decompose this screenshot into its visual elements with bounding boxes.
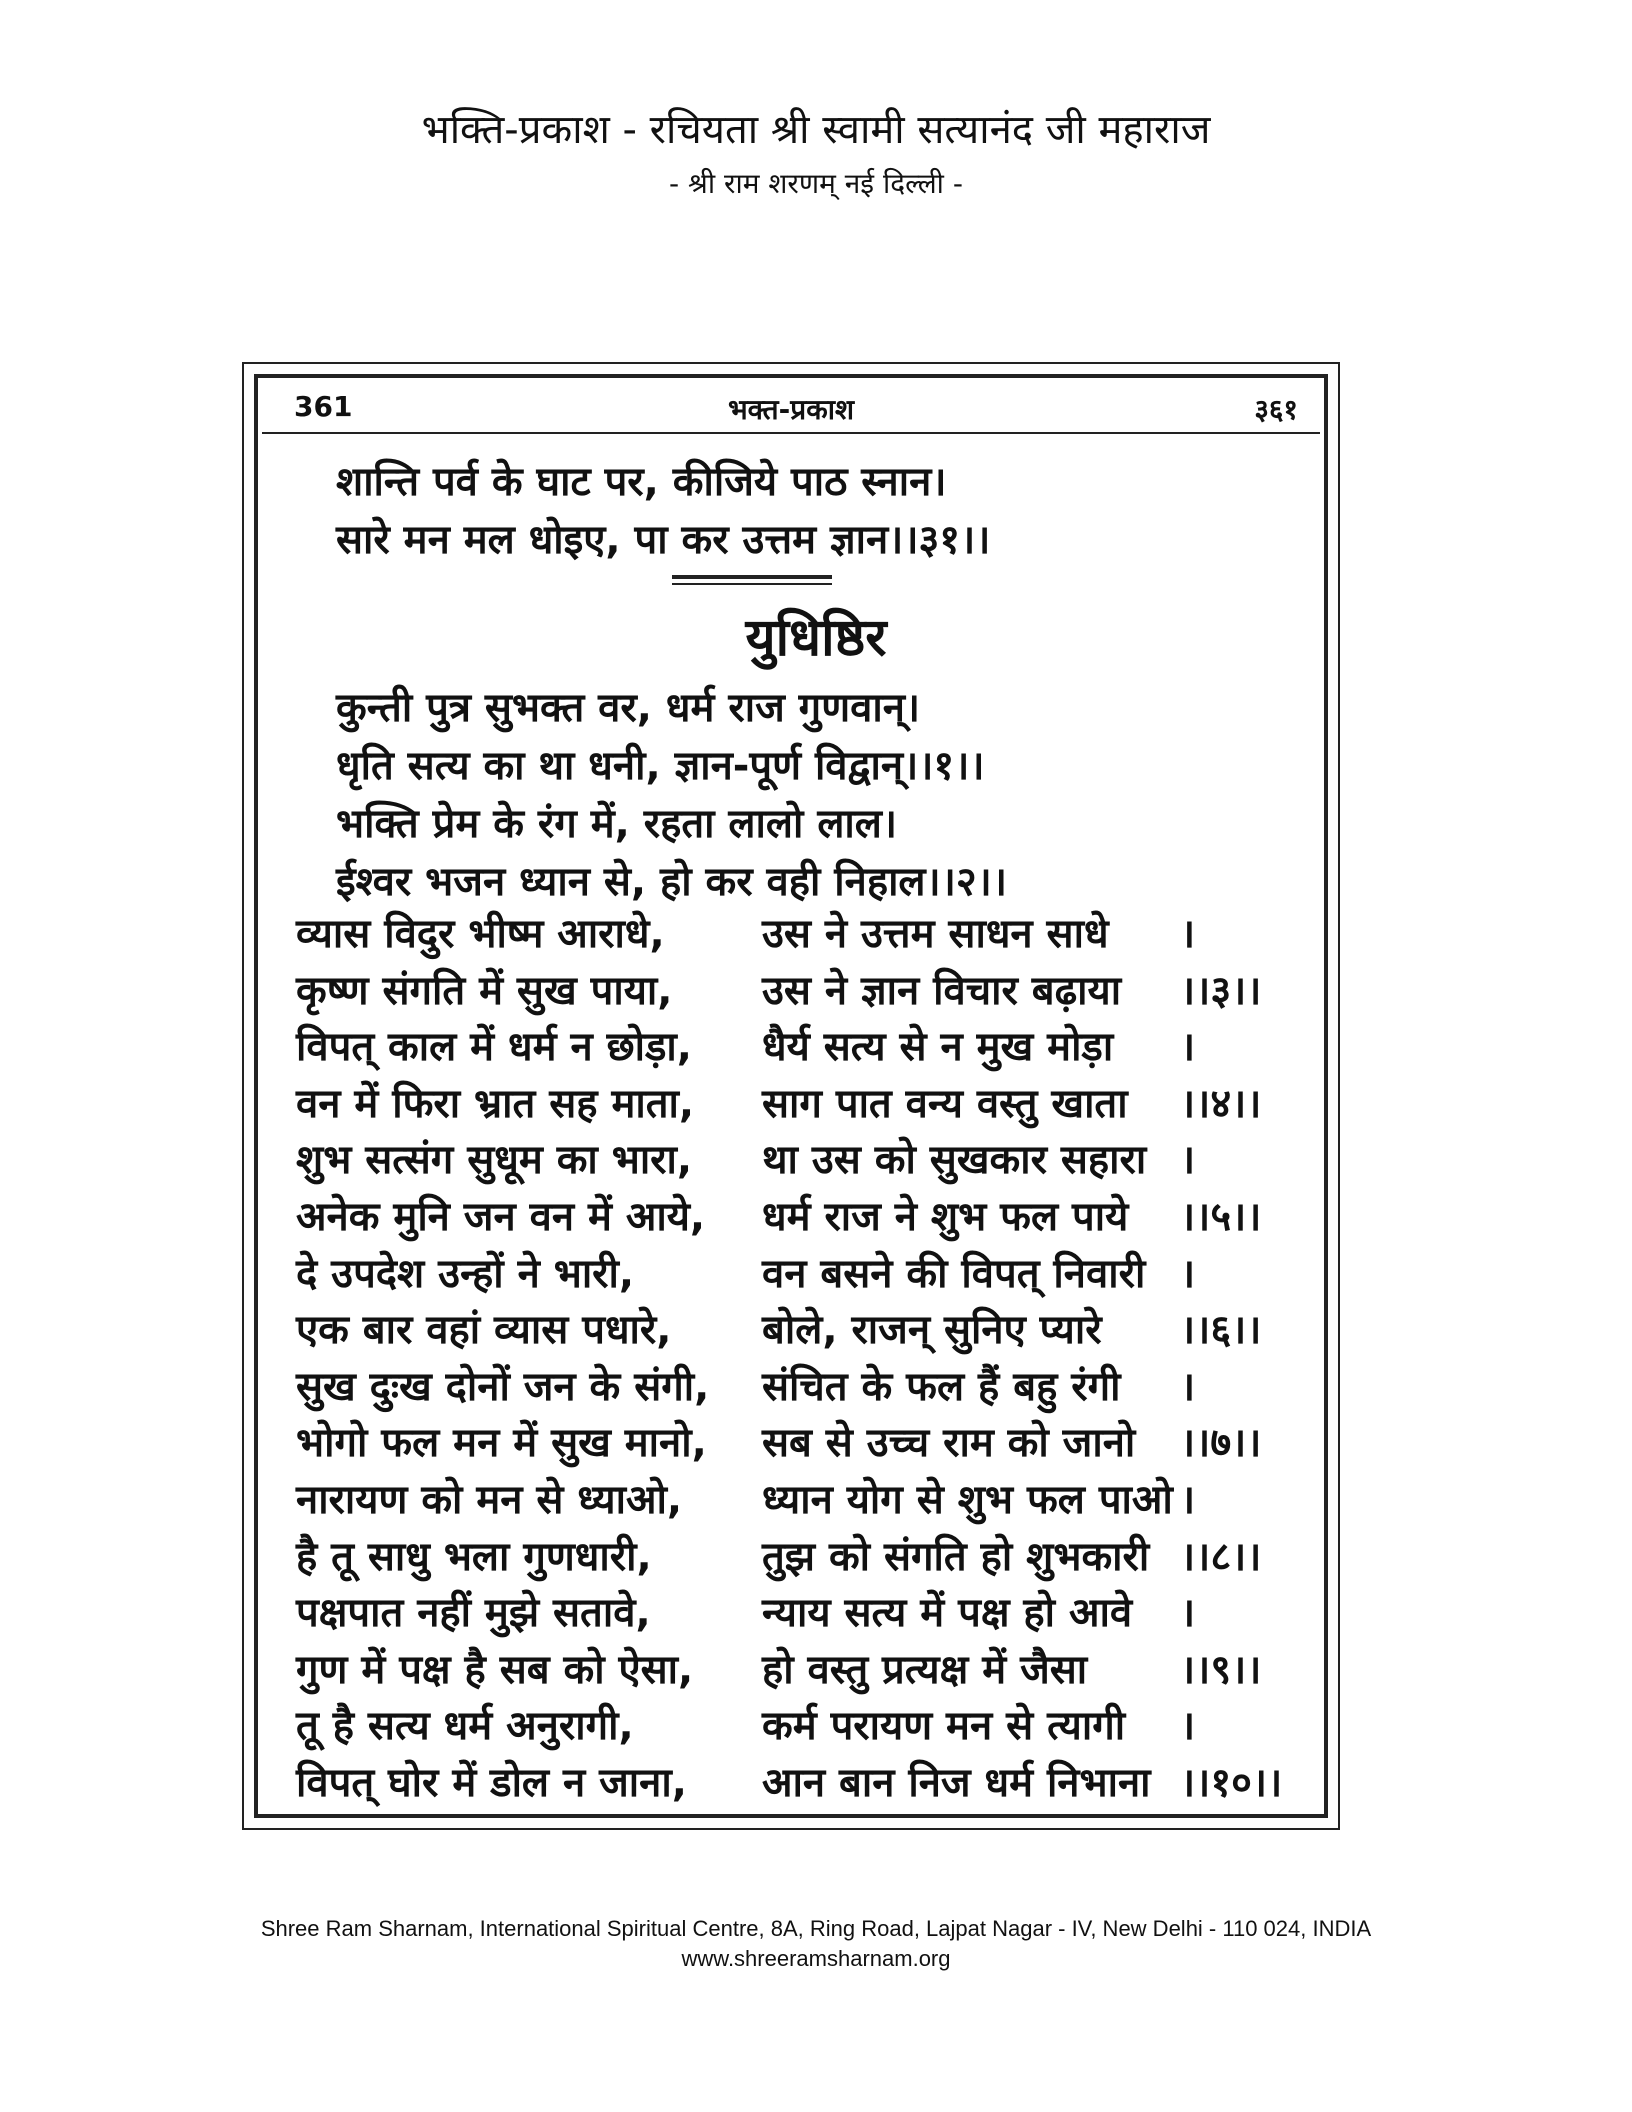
footer-website: www.shreeramsharnam.org [681,1946,951,1971]
chaupai-line-3-second-half: धैर्य सत्य से न मुख मोड़ा [762,1024,1114,1070]
chaupai-line-14-verse-mark: ।।९।। [1180,1647,1262,1693]
chaupai-line-6-second-half: धर्म राज ने शुभ फल पाये [762,1194,1129,1240]
chaupai-line-4-verse-mark: ।।४।। [1180,1081,1262,1127]
section-title: युधिष्ठिर [745,608,887,668]
chaupai-line-5-first-half: शुभ सत्संग सुधूम का भारा, [296,1137,693,1183]
footer-address: Shree Ram Sharnam, International Spiritual Centre, 8A, Ring Road, Lajpat Nagar - IV, New Delhi - 110 024, INDIA [260,1916,1372,1941]
document-header-subtitle: - श्री राम शरणम् नई दिल्ली - [669,167,963,200]
chaupai-line-9-first-half: सुख दुःख दोनों जन के संगी, [296,1364,710,1410]
chaupai-line-8-second-half: बोले, राजन् सुनिए प्यारे [762,1307,1102,1353]
chaupai-line-1-verse-mark: । [1180,911,1196,957]
chaupai-line-15-verse-mark: । [1180,1703,1196,1749]
chaupai-line-13-verse-mark: । [1180,1590,1196,1636]
chaupai-line-12-first-half: है तू साधु भला गुणधारी, [296,1534,652,1580]
chaupai-line-12-verse-mark: ।।८।। [1180,1534,1262,1580]
page-number-arabic: 361 [294,390,353,423]
doha-line-1: कुन्ती पुत्र सुभक्त वर, धर्म राज गुणवान्। [336,685,921,731]
chaupai-line-13-first-half: पक्षपात नहीं मुझे सतावे, [296,1590,651,1636]
chaupai-line-7-second-half: वन बसने की विपत् निवारी [762,1251,1146,1297]
running-title: भक्त-प्रकाश [727,393,854,426]
chaupai-line-11-second-half: ध्यान योग से शुभ फल पाओ [762,1477,1173,1523]
chaupai-line-16-first-half: विपत् घोर में डोल न जाना, [296,1760,687,1806]
chaupai-line-2-second-half: उस ने ज्ञान विचार बढ़ाया [762,968,1122,1014]
chaupai-line-9-verse-mark: । [1180,1364,1196,1410]
chaupai-line-8-first-half: एक बार वहां व्यास पधारे, [296,1307,672,1353]
doha-line-3: भक्ति प्रेम के रंग में, रहता लालो लाल। [336,801,898,847]
chaupai-line-5-second-half: था उस को सुखकार सहारा [762,1137,1147,1183]
chaupai-line-3-first-half: विपत् काल में धर्म न छोड़ा, [296,1024,692,1070]
chaupai-line-2-verse-mark: ।।३।। [1180,968,1262,1014]
chaupai-line-14-first-half: गुण में पक्ष है सब को ऐसा, [296,1647,694,1693]
chaupai-line-8-verse-mark: ।।६।। [1180,1307,1262,1353]
running-header [262,386,1320,434]
opening-couplet-line-1: शान्ति पर्व के घाट पर, कीजिये पाठ स्नान। [336,459,947,505]
chaupai-line-10-verse-mark: ।।७।। [1180,1420,1262,1466]
page-number-devanagari: ३६१ [1254,393,1298,426]
chaupai-line-12-second-half: तुझ को संगति हो शुभकारी [762,1534,1150,1580]
chaupai-line-7-verse-mark: । [1180,1251,1196,1297]
chaupai-line-16-second-half: आन बान निज धर्म निभाना [762,1760,1151,1806]
chaupai-line-3-verse-mark: । [1180,1024,1196,1070]
chaupai-line-10-first-half: भोगो फल मन में सुख मानो, [296,1420,707,1466]
opening-couplet-line-2: सारे मन मल धोइए, पा कर उत्तम ज्ञान।।३१।। [336,517,991,563]
chaupai-line-10-second-half: सब से उच्च राम को जानो [762,1420,1136,1466]
chaupai-line-15-first-half: तू है सत्य धर्म अनुरागी, [296,1703,634,1749]
chaupai-line-2-first-half: कृष्ण संगति में सुख पाया, [296,968,673,1014]
chaupai-line-14-second-half: हो वस्तु प्रत्यक्ष में जैसा [762,1647,1088,1693]
chaupai-line-6-verse-mark: ।।५।। [1180,1194,1262,1240]
chaupai-line-13-second-half: न्याय सत्य में पक्ष हो आवे [762,1590,1133,1636]
section-divider-thin [672,583,832,585]
chaupai-line-1-first-half: व्यास विदुर भीष्म आराधे, [296,911,665,957]
chaupai-line-4-first-half: वन में फिरा भ्रात सह माता, [296,1081,695,1127]
chaupai-line-11-first-half: नारायण को मन से ध्याओ, [296,1477,683,1523]
chaupai-line-16-verse-mark: ।।१०।। [1180,1760,1283,1806]
chaupai-line-15-second-half: कर्म परायण मन से त्यागी [762,1703,1126,1749]
doha-line-4: ईश्वर भजन ध्यान से, हो कर वही निहाल।।२।। [336,859,1007,905]
chaupai-line-5-verse-mark: । [1180,1137,1196,1183]
chaupai-line-4-second-half: साग पात वन्य वस्तु खाता [762,1081,1128,1127]
chaupai-line-9-second-half: संचित के फल हैं बहु रंगी [762,1364,1121,1410]
section-divider-thick [672,575,832,579]
chaupai-line-7-first-half: दे उपदेश उन्हों ने भारी, [296,1251,635,1297]
chaupai-line-11-verse-mark: । [1180,1477,1196,1523]
doha-line-2: धृति सत्य का था धनी, ज्ञान-पूर्ण विद्वान्।।१।। [336,743,985,789]
document-header-title: भक्ति-प्रकाश - रचियता श्री स्वामी सत्यानंद जी महाराज [421,107,1211,153]
chaupai-line-1-second-half: उस ने उत्तम साधन साधे [762,911,1109,957]
chaupai-line-6-first-half: अनेक मुनि जन वन में आये, [296,1194,706,1240]
